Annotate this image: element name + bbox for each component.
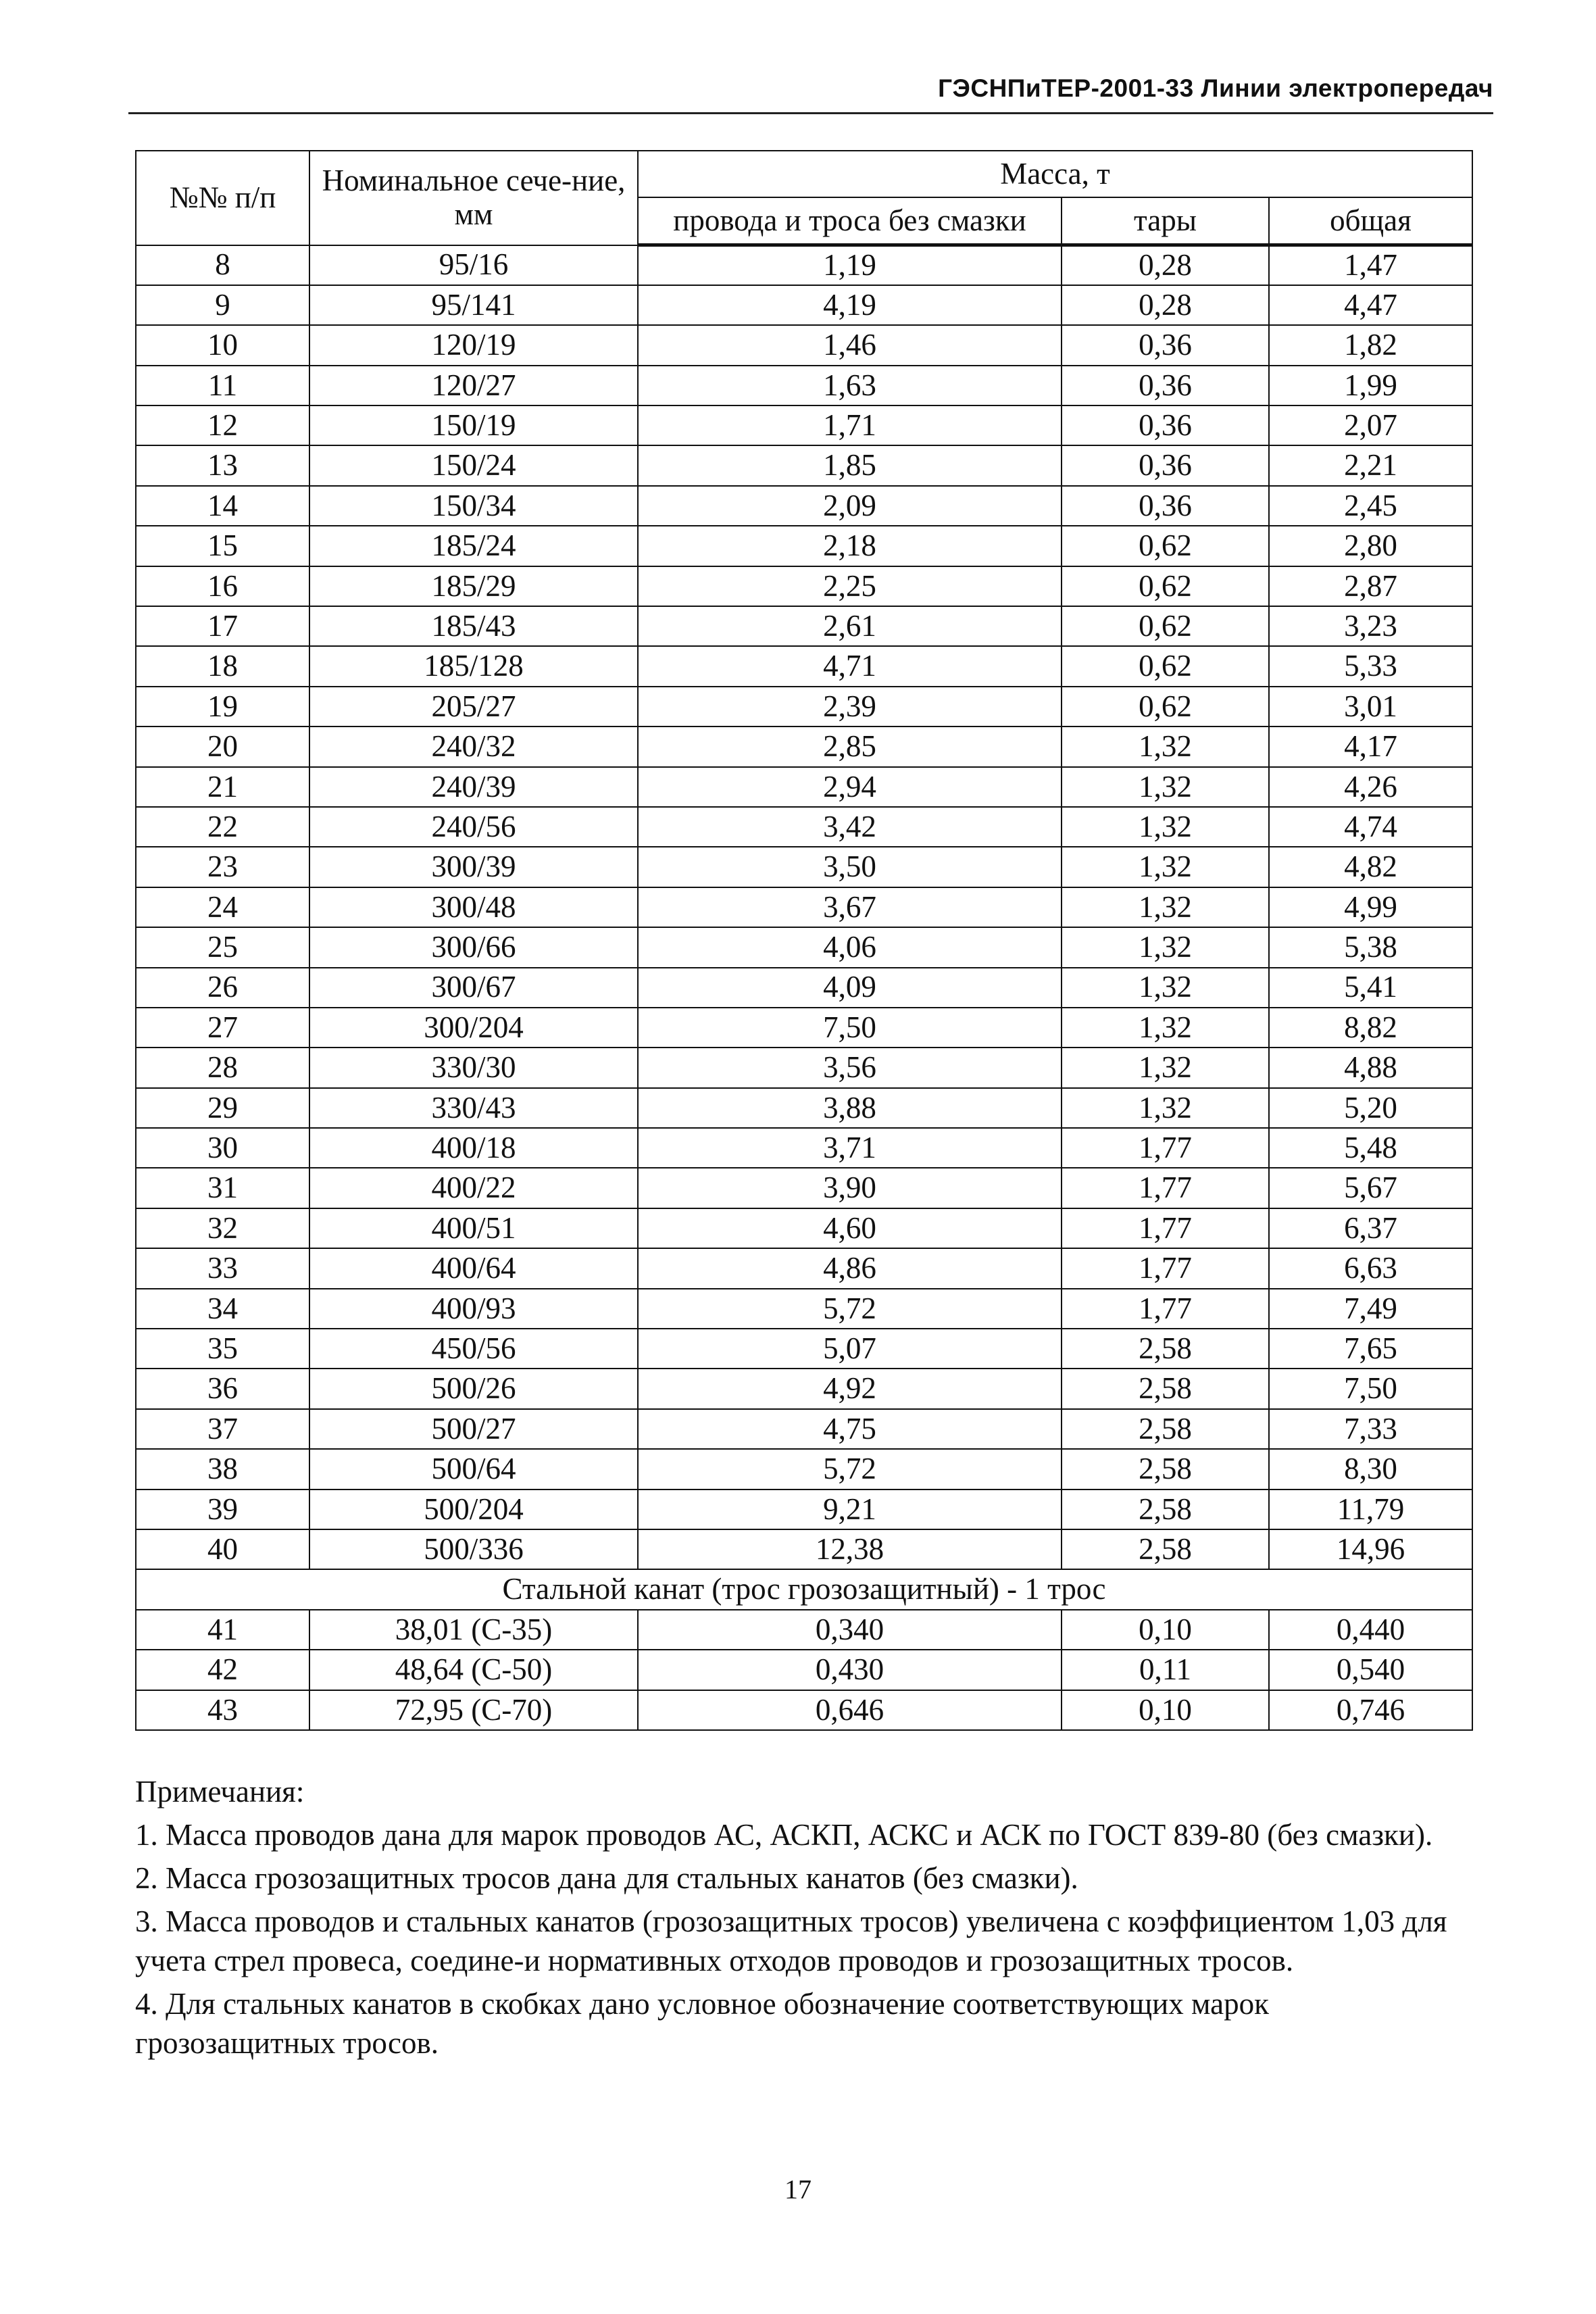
cell-tare-mass: 0,10 bbox=[1062, 1690, 1269, 1730]
cell-wire-mass: 0,340 bbox=[638, 1610, 1062, 1650]
cell-num: 30 bbox=[136, 1128, 309, 1168]
cell-num: 28 bbox=[136, 1048, 309, 1087]
cell-total-mass: 4,26 bbox=[1269, 767, 1472, 807]
cell-section: 400/64 bbox=[309, 1248, 638, 1288]
cell-num: 13 bbox=[136, 445, 309, 485]
cell-wire-mass: 4,92 bbox=[638, 1369, 1062, 1408]
cell-tare-mass: 0,36 bbox=[1062, 486, 1269, 526]
cell-num: 39 bbox=[136, 1490, 309, 1529]
table-row bbox=[136, 245, 1472, 285]
table-row bbox=[136, 1248, 1472, 1288]
cell-total-mass: 6,37 bbox=[1269, 1208, 1472, 1248]
cell-num: 14 bbox=[136, 486, 309, 526]
cell-total-mass: 5,67 bbox=[1269, 1168, 1472, 1208]
table-row bbox=[136, 1208, 1472, 1248]
cell-num: 10 bbox=[136, 325, 309, 365]
cell-num: 42 bbox=[136, 1650, 309, 1690]
cell-wire-mass: 2,94 bbox=[638, 767, 1062, 807]
cell-wire-mass: 3,56 bbox=[638, 1048, 1062, 1087]
cell-section: 120/19 bbox=[309, 325, 638, 365]
section-label: Стальной канат (трос грозозащитный) - 1 трос bbox=[136, 1569, 1472, 1609]
table-body-wires bbox=[136, 245, 1472, 1570]
notes bbox=[135, 1772, 1473, 2067]
cell-total-mass: 1,99 bbox=[1269, 366, 1472, 405]
cell-section: 150/34 bbox=[309, 486, 638, 526]
cell-total-mass: 7,50 bbox=[1269, 1369, 1472, 1408]
table-row bbox=[136, 1048, 1472, 1087]
cell-num: 26 bbox=[136, 968, 309, 1008]
cell-wire-mass: 1,19 bbox=[638, 245, 1062, 285]
cell-section: 450/56 bbox=[309, 1329, 638, 1369]
table-row bbox=[136, 366, 1472, 405]
cell-tare-mass: 2,58 bbox=[1062, 1409, 1269, 1449]
cell-tare-mass: 0,62 bbox=[1062, 687, 1269, 727]
cell-section: 500/27 bbox=[309, 1409, 638, 1449]
table-row bbox=[136, 1369, 1472, 1408]
cell-num: 18 bbox=[136, 646, 309, 686]
cell-total-mass: 2,07 bbox=[1269, 405, 1472, 445]
cell-section: 500/336 bbox=[309, 1529, 638, 1569]
cell-tare-mass: 0,36 bbox=[1062, 405, 1269, 445]
cell-total-mass: 3,23 bbox=[1269, 606, 1472, 646]
cell-wire-mass: 0,430 bbox=[638, 1650, 1062, 1690]
cell-total-mass: 1,47 bbox=[1269, 245, 1472, 285]
table-row bbox=[136, 445, 1472, 485]
cell-wire-mass: 4,71 bbox=[638, 646, 1062, 686]
cell-section: 185/43 bbox=[309, 606, 638, 646]
cell-total-mass: 0,540 bbox=[1269, 1650, 1472, 1690]
header-tare-mass: тары bbox=[1062, 197, 1269, 245]
cell-total-mass: 3,01 bbox=[1269, 687, 1472, 727]
cell-total-mass: 5,48 bbox=[1269, 1128, 1472, 1168]
cell-section: 95/16 bbox=[309, 245, 638, 285]
cell-num: 40 bbox=[136, 1529, 309, 1569]
cell-section: 240/39 bbox=[309, 767, 638, 807]
cell-tare-mass: 1,32 bbox=[1062, 727, 1269, 766]
cell-section: 72,95 (С-70) bbox=[309, 1690, 638, 1730]
cell-num: 9 bbox=[136, 285, 309, 325]
cell-tare-mass: 1,77 bbox=[1062, 1248, 1269, 1288]
cell-section: 400/22 bbox=[309, 1168, 638, 1208]
cell-section: 500/204 bbox=[309, 1490, 638, 1529]
cell-wire-mass: 9,21 bbox=[638, 1490, 1062, 1529]
cell-total-mass: 2,45 bbox=[1269, 486, 1472, 526]
cell-num: 8 bbox=[136, 245, 309, 285]
cell-total-mass: 4,74 bbox=[1269, 807, 1472, 847]
cell-total-mass: 4,47 bbox=[1269, 285, 1472, 325]
cell-section: 240/56 bbox=[309, 807, 638, 847]
cell-section: 300/39 bbox=[309, 847, 638, 887]
cell-tare-mass: 1,32 bbox=[1062, 1048, 1269, 1087]
cell-tare-mass: 2,58 bbox=[1062, 1329, 1269, 1369]
cell-section: 185/24 bbox=[309, 526, 638, 566]
cell-wire-mass: 4,75 bbox=[638, 1409, 1062, 1449]
header-section: Номинальное сече-ние, мм bbox=[309, 151, 638, 245]
cell-section: 185/29 bbox=[309, 566, 638, 606]
cell-section: 300/67 bbox=[309, 968, 638, 1008]
cell-tare-mass: 1,32 bbox=[1062, 807, 1269, 847]
cell-total-mass: 5,20 bbox=[1269, 1088, 1472, 1128]
table-row bbox=[136, 486, 1472, 526]
header-mass-group: Масса, т bbox=[638, 151, 1472, 197]
table-row bbox=[136, 1008, 1472, 1048]
cell-num: 35 bbox=[136, 1329, 309, 1369]
cell-tare-mass: 0,10 bbox=[1062, 1610, 1269, 1650]
cell-total-mass: 7,49 bbox=[1269, 1289, 1472, 1329]
cell-wire-mass: 2,39 bbox=[638, 687, 1062, 727]
cell-num: 17 bbox=[136, 606, 309, 646]
table-row bbox=[136, 1690, 1472, 1730]
table-row bbox=[136, 646, 1472, 686]
cell-section: 240/32 bbox=[309, 727, 638, 766]
cell-num: 21 bbox=[136, 767, 309, 807]
cell-total-mass: 1,82 bbox=[1269, 325, 1472, 365]
cell-wire-mass: 3,71 bbox=[638, 1128, 1062, 1168]
cell-tare-mass: 0,28 bbox=[1062, 285, 1269, 325]
cell-num: 32 bbox=[136, 1208, 309, 1248]
table-row bbox=[136, 325, 1472, 365]
table-row bbox=[136, 526, 1472, 566]
cell-total-mass: 4,99 bbox=[1269, 887, 1472, 927]
cell-total-mass: 7,65 bbox=[1269, 1329, 1472, 1369]
cell-wire-mass: 3,50 bbox=[638, 847, 1062, 887]
cell-total-mass: 2,21 bbox=[1269, 445, 1472, 485]
cell-num: 41 bbox=[136, 1610, 309, 1650]
cell-tare-mass: 0,62 bbox=[1062, 566, 1269, 606]
cell-section: 48,64 (С-50) bbox=[309, 1650, 638, 1690]
mass-table bbox=[135, 150, 1473, 1731]
cell-total-mass: 4,88 bbox=[1269, 1048, 1472, 1087]
cell-section: 500/64 bbox=[309, 1449, 638, 1489]
cell-num: 34 bbox=[136, 1289, 309, 1329]
cell-total-mass: 0,746 bbox=[1269, 1690, 1472, 1730]
cell-wire-mass: 4,86 bbox=[638, 1248, 1062, 1288]
header-total-mass: общая bbox=[1269, 197, 1472, 245]
cell-section: 330/30 bbox=[309, 1048, 638, 1087]
table-row bbox=[136, 285, 1472, 325]
table-row bbox=[136, 807, 1472, 847]
cell-total-mass: 2,87 bbox=[1269, 566, 1472, 606]
cell-num: 19 bbox=[136, 687, 309, 727]
cell-wire-mass: 1,85 bbox=[638, 445, 1062, 485]
cell-tare-mass: 1,77 bbox=[1062, 1128, 1269, 1168]
cell-num: 37 bbox=[136, 1409, 309, 1449]
cell-num: 36 bbox=[136, 1369, 309, 1408]
cell-wire-mass: 0,646 bbox=[638, 1690, 1062, 1730]
cell-tare-mass: 1,32 bbox=[1062, 1088, 1269, 1128]
cell-tare-mass: 1,32 bbox=[1062, 887, 1269, 927]
header-wire-mass: провода и троса без смазки bbox=[638, 197, 1062, 245]
cell-wire-mass: 2,09 bbox=[638, 486, 1062, 526]
table-row bbox=[136, 847, 1472, 887]
cell-section: 150/24 bbox=[309, 445, 638, 485]
cell-num: 20 bbox=[136, 727, 309, 766]
cell-total-mass: 7,33 bbox=[1269, 1409, 1472, 1449]
cell-section: 205/27 bbox=[309, 687, 638, 727]
cell-section: 38,01 (С-35) bbox=[309, 1610, 638, 1650]
cell-total-mass: 8,30 bbox=[1269, 1449, 1472, 1489]
note-item: 2. Масса грозозащитных тросов дана для стальных канатов (без смазки). bbox=[135, 1861, 1078, 1895]
table-row bbox=[136, 927, 1472, 967]
cell-wire-mass: 5,72 bbox=[638, 1289, 1062, 1329]
cell-section: 300/204 bbox=[309, 1008, 638, 1048]
cell-section: 185/128 bbox=[309, 646, 638, 686]
table-row bbox=[136, 727, 1472, 766]
cell-num: 24 bbox=[136, 887, 309, 927]
cell-total-mass: 4,17 bbox=[1269, 727, 1472, 766]
cell-wire-mass: 1,63 bbox=[638, 366, 1062, 405]
cell-wire-mass: 2,85 bbox=[638, 727, 1062, 766]
cell-wire-mass: 3,67 bbox=[638, 887, 1062, 927]
cell-num: 27 bbox=[136, 1008, 309, 1048]
cell-tare-mass: 2,58 bbox=[1062, 1529, 1269, 1569]
cell-total-mass: 5,41 bbox=[1269, 968, 1472, 1008]
table-row bbox=[136, 1088, 1472, 1128]
cell-num: 38 bbox=[136, 1449, 309, 1489]
cell-wire-mass: 5,72 bbox=[638, 1449, 1062, 1489]
cell-section: 400/18 bbox=[309, 1128, 638, 1168]
cell-num: 23 bbox=[136, 847, 309, 887]
cell-wire-mass: 2,61 bbox=[638, 606, 1062, 646]
cell-total-mass: 5,38 bbox=[1269, 927, 1472, 967]
cell-wire-mass: 4,19 bbox=[638, 285, 1062, 325]
cell-total-mass: 5,33 bbox=[1269, 646, 1472, 686]
cell-num: 25 bbox=[136, 927, 309, 967]
cell-tare-mass: 0,36 bbox=[1062, 366, 1269, 405]
cell-section: 400/93 bbox=[309, 1289, 638, 1329]
table-row bbox=[136, 1128, 1472, 1168]
cell-num: 12 bbox=[136, 405, 309, 445]
cell-tare-mass: 1,32 bbox=[1062, 927, 1269, 967]
cell-section: 300/48 bbox=[309, 887, 638, 927]
table-row bbox=[136, 887, 1472, 927]
cell-tare-mass: 1,32 bbox=[1062, 968, 1269, 1008]
table-row bbox=[136, 1449, 1472, 1489]
table-row bbox=[136, 1610, 1472, 1650]
note-item: 4. Для стальных канатов в скобках дано условное обозначение соответствующих марок грозозащитных тросов. bbox=[135, 1987, 1269, 2060]
table-row bbox=[136, 405, 1472, 445]
cell-section: 300/66 bbox=[309, 927, 638, 967]
cell-tare-mass: 1,32 bbox=[1062, 767, 1269, 807]
cell-tare-mass: 0,36 bbox=[1062, 445, 1269, 485]
cell-section: 500/26 bbox=[309, 1369, 638, 1408]
header-num: №№ п/п bbox=[136, 151, 309, 245]
cell-num: 43 bbox=[136, 1690, 309, 1730]
table-row bbox=[136, 606, 1472, 646]
page-header bbox=[128, 68, 1493, 114]
table-row bbox=[136, 1168, 1472, 1208]
cell-wire-mass: 4,09 bbox=[638, 968, 1062, 1008]
cell-wire-mass: 12,38 bbox=[638, 1529, 1062, 1569]
cell-wire-mass: 4,60 bbox=[638, 1208, 1062, 1248]
cell-tare-mass: 0,36 bbox=[1062, 325, 1269, 365]
note-item: 1. Масса проводов дана для марок проводов АС, АСКП, АСКС и АСК по ГОСТ 839-80 (без смазки). bbox=[135, 1818, 1433, 1852]
cell-wire-mass: 5,07 bbox=[638, 1329, 1062, 1369]
cell-num: 29 bbox=[136, 1088, 309, 1128]
cell-wire-mass: 3,88 bbox=[638, 1088, 1062, 1128]
section-row bbox=[136, 1569, 1472, 1609]
table-row bbox=[136, 687, 1472, 727]
cell-tare-mass: 1,77 bbox=[1062, 1168, 1269, 1208]
cell-total-mass: 8,82 bbox=[1269, 1008, 1472, 1048]
cell-wire-mass: 3,90 bbox=[638, 1168, 1062, 1208]
cell-total-mass: 11,79 bbox=[1269, 1490, 1472, 1529]
cell-tare-mass: 0,62 bbox=[1062, 526, 1269, 566]
cell-section: 150/19 bbox=[309, 405, 638, 445]
table-row bbox=[136, 968, 1472, 1008]
cell-total-mass: 0,440 bbox=[1269, 1610, 1472, 1650]
cell-wire-mass: 2,25 bbox=[638, 566, 1062, 606]
cell-tare-mass: 2,58 bbox=[1062, 1449, 1269, 1489]
cell-wire-mass: 1,71 bbox=[638, 405, 1062, 445]
cell-tare-mass: 0,62 bbox=[1062, 606, 1269, 646]
cell-total-mass: 6,63 bbox=[1269, 1248, 1472, 1288]
cell-tare-mass: 0,11 bbox=[1062, 1650, 1269, 1690]
cell-wire-mass: 4,06 bbox=[638, 927, 1062, 967]
page-number: 17 bbox=[784, 2174, 812, 2205]
cell-section: 120/27 bbox=[309, 366, 638, 405]
cell-tare-mass: 1,77 bbox=[1062, 1289, 1269, 1329]
cell-tare-mass: 2,58 bbox=[1062, 1490, 1269, 1529]
table-row bbox=[136, 566, 1472, 606]
table-body-cables bbox=[136, 1610, 1472, 1730]
note-item: 3. Масса проводов и стальных канатов (грозозащитных тросов) увеличена с коэффициентом 1,03 для учета стрел провеса, соедине-и нормативных отходов проводов и грозозащитных тросов. bbox=[135, 1904, 1447, 1977]
cell-section: 400/51 bbox=[309, 1208, 638, 1248]
notes-title: Примечания: bbox=[135, 1775, 305, 1808]
cell-tare-mass: 1,32 bbox=[1062, 1008, 1269, 1048]
cell-wire-mass: 7,50 bbox=[638, 1008, 1062, 1048]
cell-tare-mass: 1,32 bbox=[1062, 847, 1269, 887]
cell-num: 16 bbox=[136, 566, 309, 606]
cell-wire-mass: 1,46 bbox=[638, 325, 1062, 365]
table-row bbox=[136, 1329, 1472, 1369]
cell-num: 15 bbox=[136, 526, 309, 566]
cell-total-mass: 14,96 bbox=[1269, 1529, 1472, 1569]
cell-section: 330/43 bbox=[309, 1088, 638, 1128]
cell-wire-mass: 3,42 bbox=[638, 807, 1062, 847]
cell-tare-mass: 2,58 bbox=[1062, 1369, 1269, 1408]
cell-total-mass: 4,82 bbox=[1269, 847, 1472, 887]
cell-num: 22 bbox=[136, 807, 309, 847]
cell-tare-mass: 1,77 bbox=[1062, 1208, 1269, 1248]
table-row bbox=[136, 1650, 1472, 1690]
table-row bbox=[136, 1529, 1472, 1569]
table-row bbox=[136, 1289, 1472, 1329]
table-row bbox=[136, 1490, 1472, 1529]
cell-tare-mass: 0,28 bbox=[1062, 245, 1269, 285]
cell-tare-mass: 0,62 bbox=[1062, 646, 1269, 686]
cell-num: 31 bbox=[136, 1168, 309, 1208]
cell-section: 95/141 bbox=[309, 285, 638, 325]
cell-wire-mass: 2,18 bbox=[638, 526, 1062, 566]
cell-num: 33 bbox=[136, 1248, 309, 1288]
cell-total-mass: 2,80 bbox=[1269, 526, 1472, 566]
cell-num: 11 bbox=[136, 366, 309, 405]
table-row bbox=[136, 1409, 1472, 1449]
table-row bbox=[136, 767, 1472, 807]
document-title: ГЭСНПиТЕР-2001-33 Линии электропередач bbox=[938, 74, 1493, 102]
